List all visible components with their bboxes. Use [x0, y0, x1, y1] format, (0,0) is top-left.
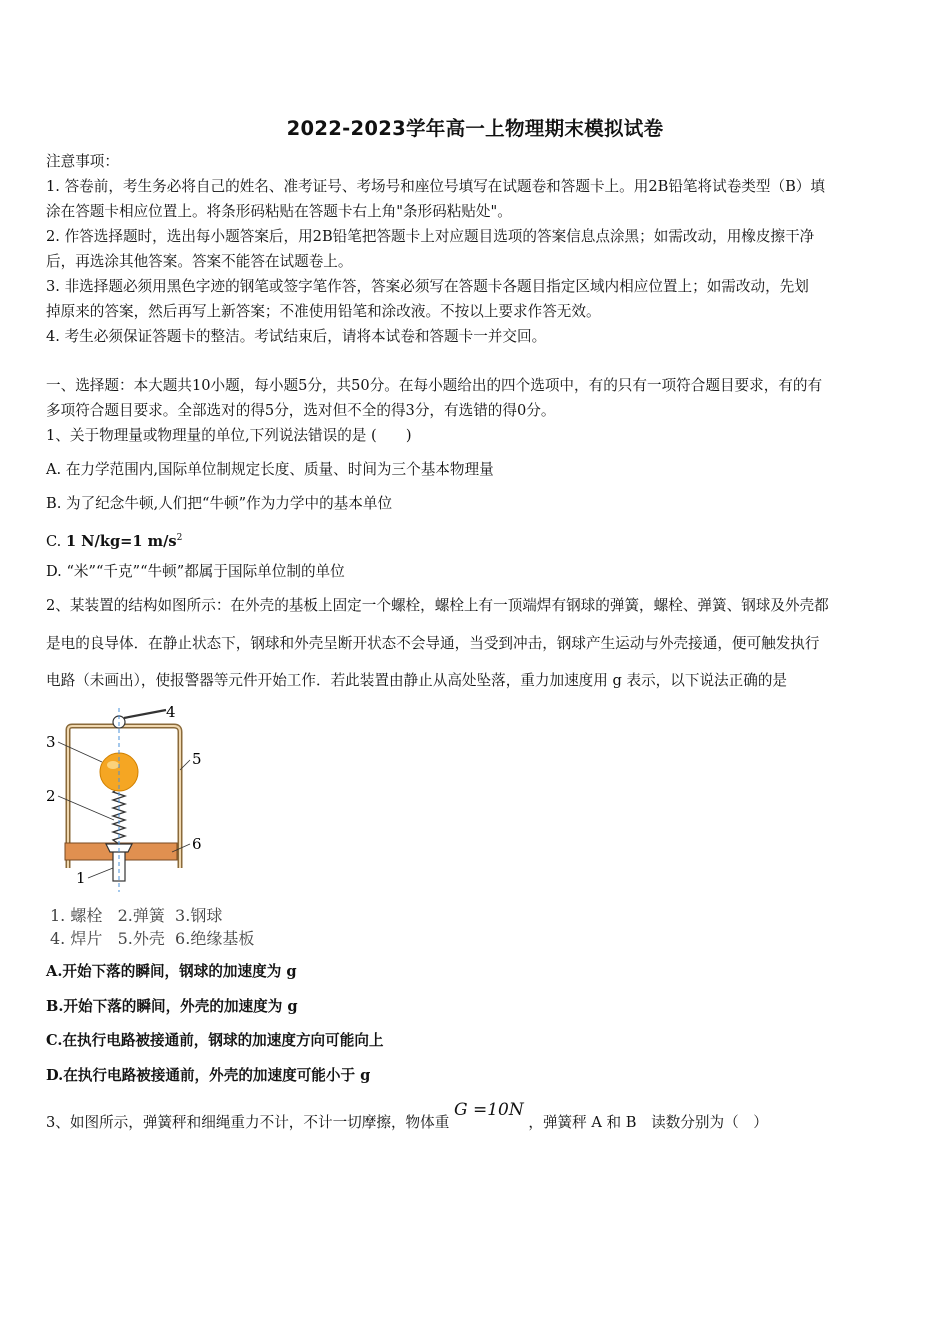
solder-tab-wire: [124, 710, 166, 718]
q2-stem: 是电的良导体．在静止状态下，钢球和外壳呈断开状态不会导通，当受到冲击，钢球产生运动与外壳接通，便可触发执行: [46, 635, 820, 652]
section-instructions: 一、选择题：本大题共10小题，每小题5分，共50分。在每小题给出的四个选项中，有的只有一项符合题目要求，有的有: [46, 377, 823, 394]
notice-line: 涂在答题卡相应位置上。将条形码粘贴在答题卡右上角"条形码粘贴处"。: [46, 203, 512, 220]
q3-stem-suffix: ，弹簧秤 A 和 B 读数分别为（ ）: [528, 1114, 768, 1131]
notice-line: 1. 答卷前，考生务必将自己的姓名、准考证号、考场号和座位号填写在试题卷和答题卡上。用2B铅笔将试卷类型（B）填: [46, 178, 825, 195]
q2-option-c: C.在执行电路被接通前，钢球的加速度方向可能向上: [46, 1032, 384, 1049]
label-6: 6: [192, 835, 202, 853]
q2-stem: 电路（未画出），使报警器等元件开始工作．若此装置由静止从高处坠落，重力加速度用 g 表示，以下说法正确的是: [46, 672, 788, 689]
q2-option-b: B.开始下落的瞬间，外壳的加速度为 g: [46, 998, 298, 1015]
leader-3: [58, 742, 102, 762]
notice-line: 4. 考生必须保证答题卡的整洁。考试结束后，请将本试卷和答题卡一并交回。: [46, 328, 547, 345]
q3-stem: [46, 1100, 768, 1133]
q1-option-c-formula: 1 N/kg=1 m/s: [65, 533, 177, 550]
label-2: 2: [46, 787, 56, 805]
notice-heading: 注意事项：: [46, 153, 119, 170]
ball-highlight: [107, 761, 119, 769]
notice-line: 后，再选涂其他答案。答案不能答在试题卷上。: [46, 253, 353, 270]
label-3: 3: [46, 733, 56, 751]
q1-stem: 1、关于物理量或物理量的单位,下列说法错误的是 ( ): [46, 427, 412, 444]
q1-option-c-exponent: 2: [176, 533, 183, 543]
label-1: 1: [76, 869, 86, 887]
figure-caption: 4. 焊片 5.外壳 6.绝缘基板: [50, 929, 255, 948]
q3-stem-prefix: 3、如图所示，弹簧秤和细绳重力不计，不计一切摩擦，物体重: [46, 1114, 450, 1131]
q1-option-c: [46, 528, 182, 552]
q1-option-d: D. “米”“千克”“牛顿”都属于国际单位制的单位: [46, 563, 345, 580]
q1-option-c-prefix: C.: [46, 533, 66, 550]
q3-weight-formula: G =10N: [453, 1100, 524, 1120]
q1-option-a: A. 在力学范围内,国际单位制规定长度、质量、时间为三个基本物理量: [46, 461, 494, 478]
q1-option-b: B. 为了纪念牛顿,人们把“牛顿”作为力学中的基本单位: [46, 495, 393, 512]
section-instructions: 多项符合题目要求。全部选对的得5分，选对但不全的得3分，有选错的得0分。: [46, 402, 556, 419]
leader-1: [88, 868, 113, 878]
page-title: 2022-2023学年高一上物理期末模拟试卷: [286, 117, 664, 140]
q2-option-a: A.开始下落的瞬间，钢球的加速度为 g: [46, 963, 297, 980]
label-4: 4: [166, 703, 176, 721]
notice-line: 掉原来的答案，然后再写上新答案；不准使用铅笔和涂改液。不按以上要求作答无效。: [46, 303, 601, 320]
figure-caption: 1. 螺栓 2.弹簧 3.钢球: [50, 906, 223, 925]
q2-option-d: D.在执行电路被接通前，外壳的加速度可能小于 g: [46, 1067, 371, 1084]
q2-stem: 2、某装置的结构如图所示：在外壳的基板上固定一个螺栓，螺栓上有一顶端焊有钢球的弹簧，螺栓、弹簧、钢球及外壳都: [46, 597, 829, 614]
label-5: 5: [192, 750, 202, 768]
notice-line: 2. 作答选择题时，选出每小题答案后，用2B铅笔把答题卡上对应题目选项的答案信息点涂黑；如需改动，用橡皮擦干净: [46, 228, 815, 245]
notice-line: 3. 非选择题必须用黑色字迹的钢笔或签字笔作答，答案必须写在答题卡各题目指定区域内相应位置上；如需改动，先划: [46, 278, 809, 295]
